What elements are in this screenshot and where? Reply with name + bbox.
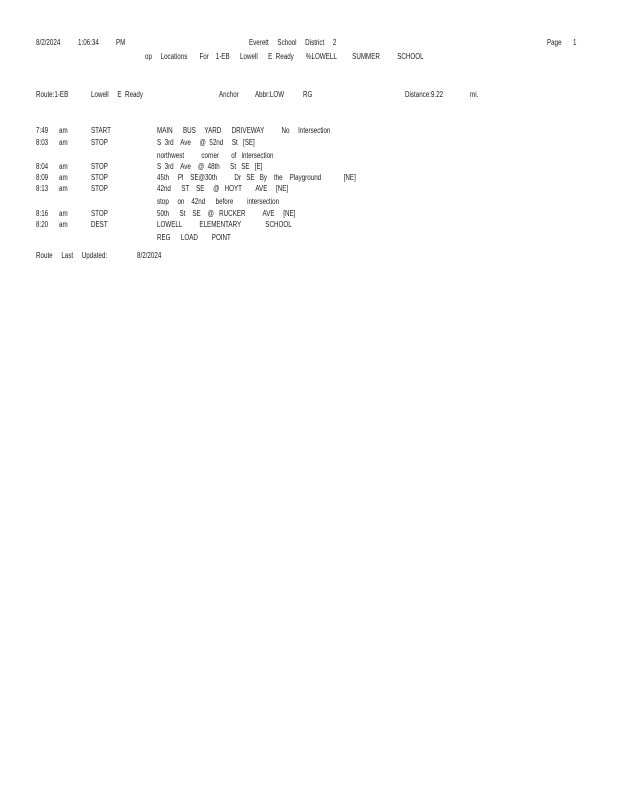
stop-time: 8:20: [36, 220, 49, 229]
report-date: 8/2/2024: [36, 38, 61, 47]
stop-description: 45th Pl SE@30th Dr SE By the Playground [NE]: [157, 173, 356, 182]
abbr-label: Abbr:LOW: [255, 90, 285, 99]
stop-description: MAIN BUS YARD DRIVEWAY No Intersection: [157, 126, 331, 135]
last-updated-date: 8/2/2024: [137, 251, 162, 260]
stop-description: S 3rd Ave @ 48th St SE [E]: [157, 162, 263, 171]
stop-ampm: am: [59, 138, 68, 147]
last-updated-label: Route Last Updated:: [36, 251, 108, 260]
stop-time: 7:49: [36, 126, 49, 135]
stop-time: 8:04: [36, 162, 49, 171]
stop-ampm: am: [59, 184, 68, 193]
stop-description: S 3rd Ave @ 52nd St [SE]: [157, 138, 255, 147]
stop-type: STOP: [91, 138, 108, 147]
stop-note: northwest corner of intersection: [157, 151, 274, 160]
stop-ampm: am: [59, 173, 68, 182]
stop-time: 8:16: [36, 209, 49, 218]
district-title: Everett School District 2: [249, 38, 337, 47]
stop-type: STOP: [91, 173, 108, 182]
stop-ampm: am: [59, 209, 68, 218]
page-number: 1: [573, 38, 577, 47]
stop-note: REG LOAD POINT: [157, 233, 231, 242]
stop-type: STOP: [91, 184, 108, 193]
anchor-label: Anchor: [219, 90, 239, 99]
stop-type: DEST: [91, 220, 108, 229]
distance-label: Distance:9.22: [405, 90, 444, 99]
stop-type: STOP: [91, 209, 108, 218]
stop-type: STOP: [91, 162, 108, 171]
stop-note: stop on 42nd before intersection: [157, 197, 280, 206]
stop-ampm: am: [59, 220, 68, 229]
report-subtitle: op Locations For 1-EB Lowell E Ready %LOWELL SUMMER SCHOOL: [145, 52, 424, 61]
stop-ampm: am: [59, 126, 68, 135]
rg-label: RG: [303, 90, 313, 99]
stop-description: 50th St SE @ RUCKER AVE [NE]: [157, 209, 296, 218]
stop-time: 8:13: [36, 184, 49, 193]
page-label: Page: [547, 38, 562, 47]
stop-time: 8:03: [36, 138, 49, 147]
distance-unit: mi.: [470, 90, 479, 99]
report-time: 1:06:34: [78, 38, 99, 47]
stop-time: 8:09: [36, 173, 49, 182]
stop-description: 42nd ST SE @ HOYT AVE [NE]: [157, 184, 289, 193]
route-id: Route:1-EB: [36, 90, 69, 99]
stop-description: LOWELL ELEMENTARY SCHOOL: [157, 220, 292, 229]
report-ampm: PM: [116, 38, 126, 47]
route-name: Lowell E Ready: [91, 90, 144, 99]
stop-type: START: [91, 126, 111, 135]
stop-ampm: am: [59, 162, 68, 171]
